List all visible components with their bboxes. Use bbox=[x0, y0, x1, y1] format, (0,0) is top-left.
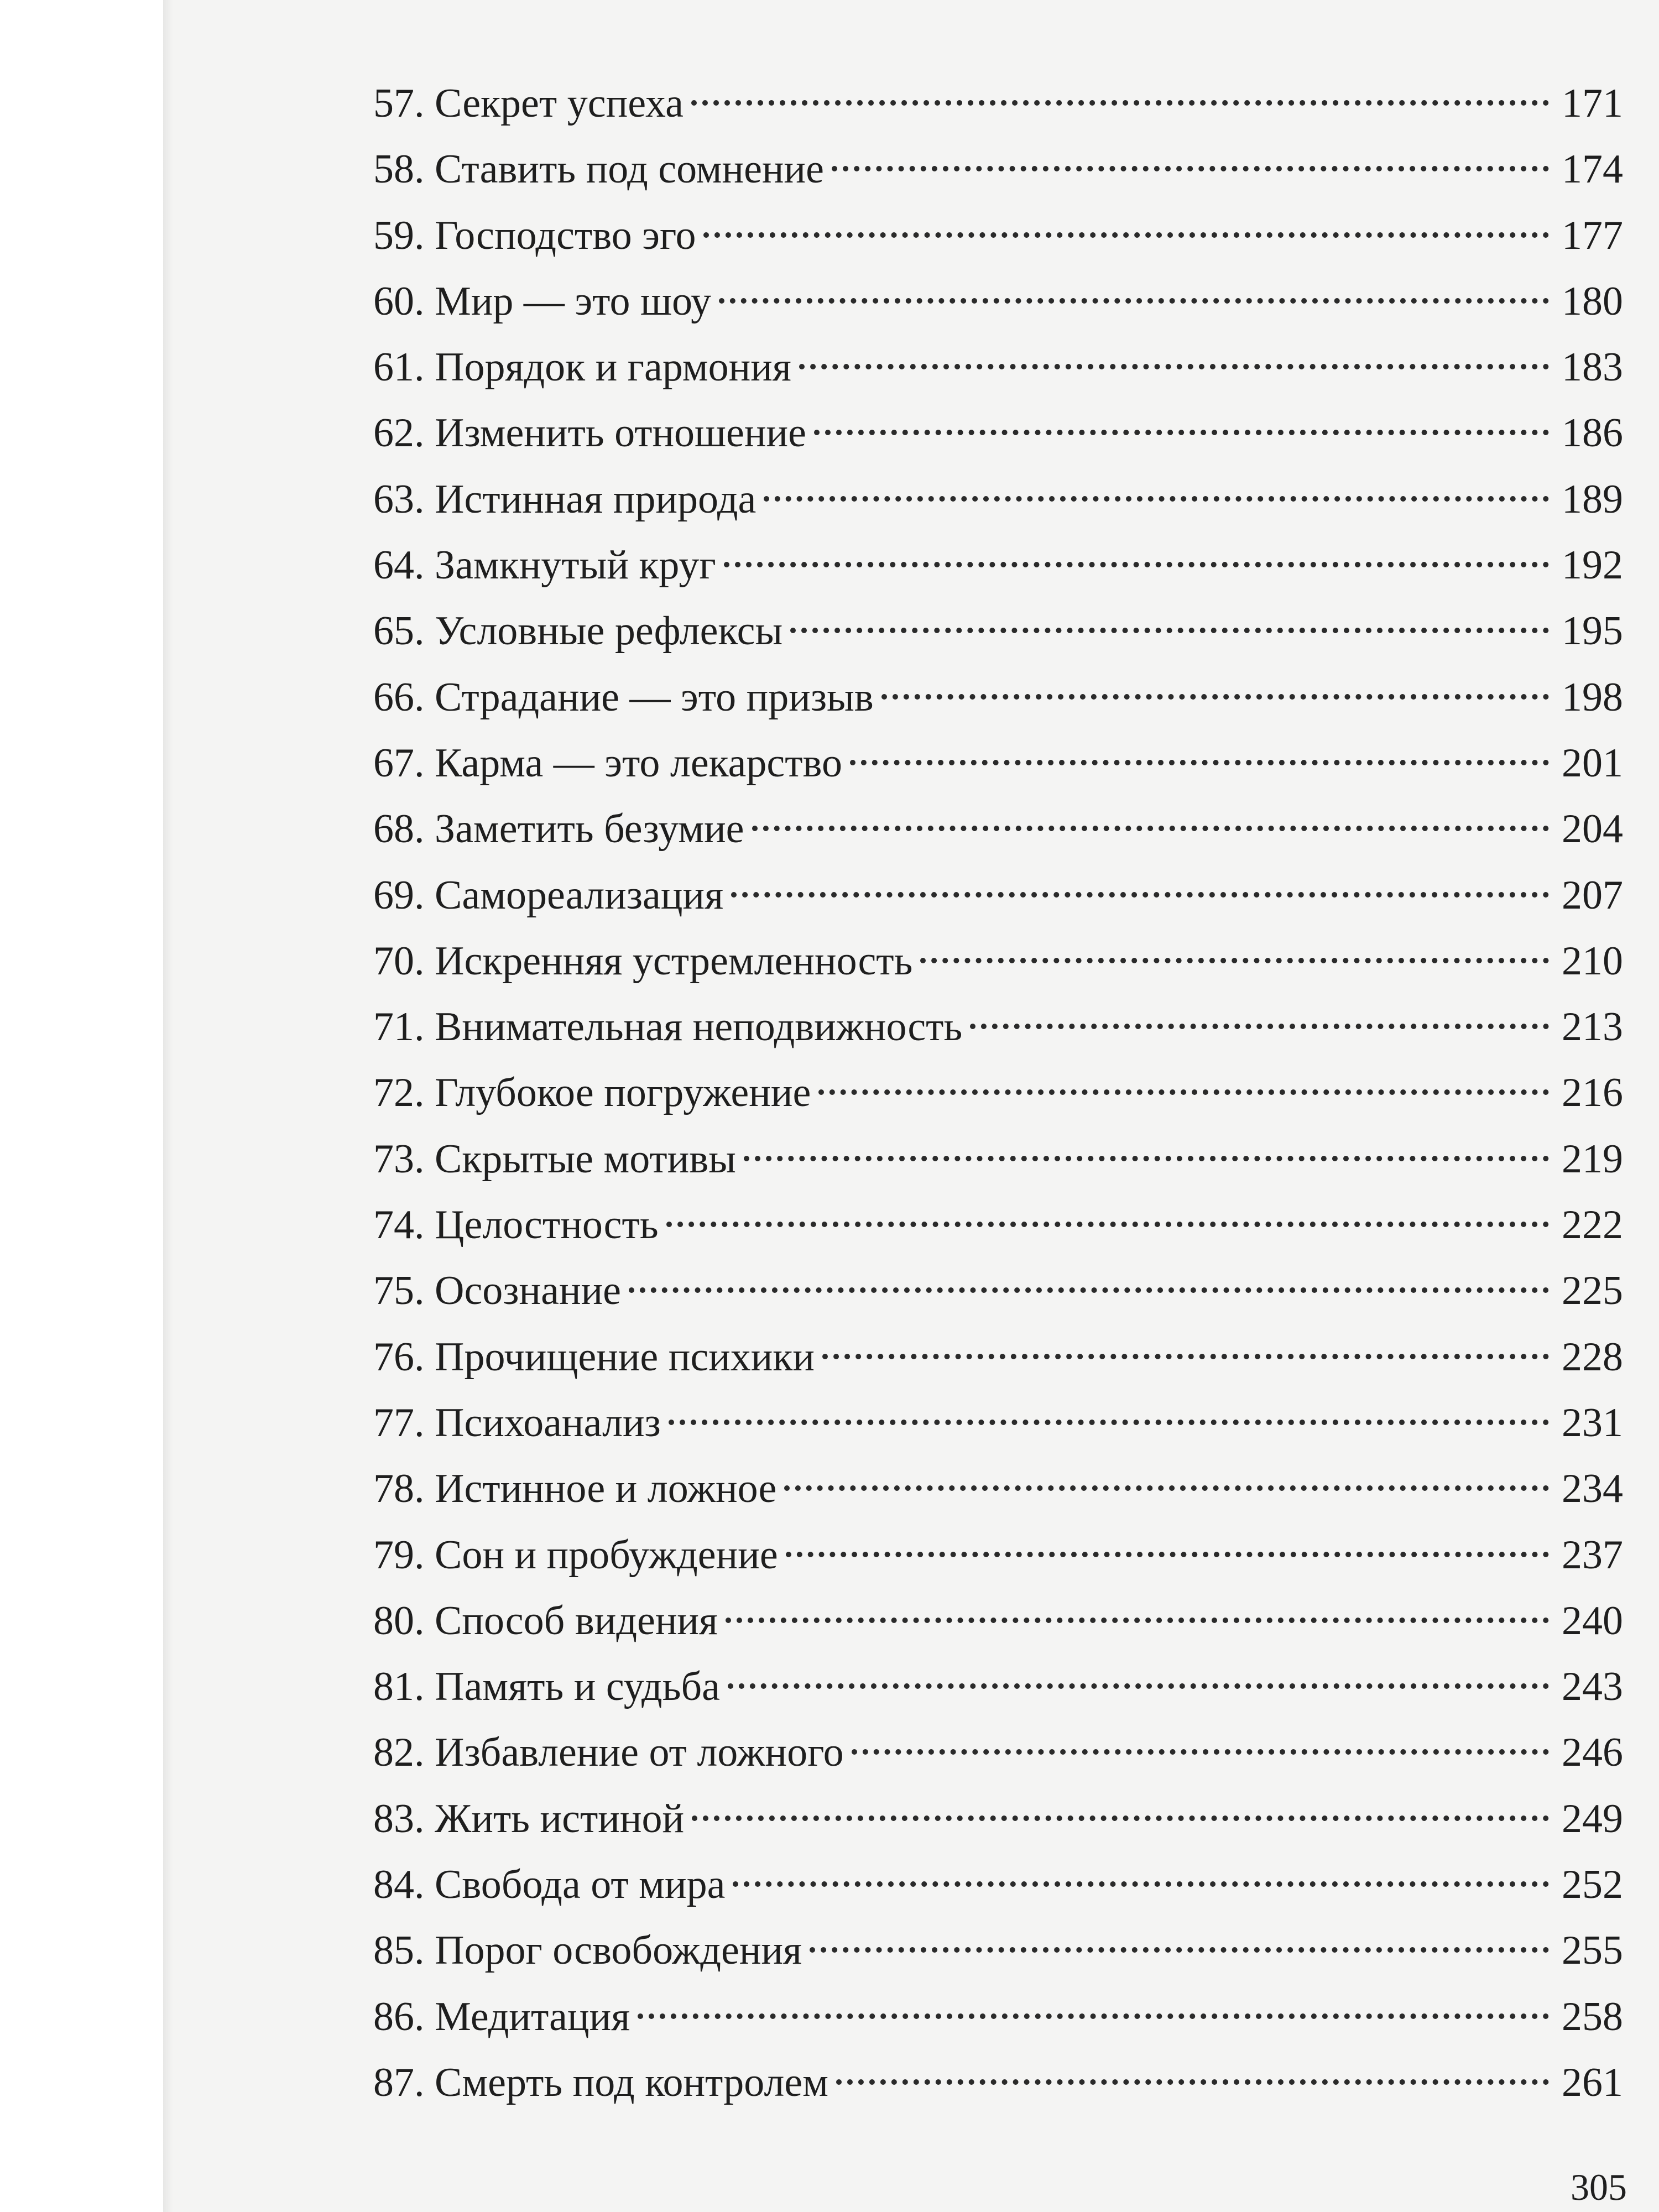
dot-leader bbox=[726, 1618, 1549, 1623]
toc-entry-title: 80. Способ видения bbox=[373, 1598, 718, 1644]
toc-entry bbox=[373, 928, 1623, 994]
toc-entry-page: 231 bbox=[1562, 1400, 1623, 1446]
dot-leader bbox=[784, 1485, 1549, 1491]
toc-entry-page: 243 bbox=[1562, 1664, 1623, 1710]
dot-leader bbox=[744, 1156, 1549, 1161]
toc-entry-page: 258 bbox=[1562, 1994, 1623, 2039]
toc-entry-title: 81. Память и судьба bbox=[373, 1664, 720, 1710]
toc-entry-title: 69. Самореализация bbox=[373, 872, 724, 918]
page-number: 305 bbox=[1571, 2166, 1627, 2208]
toc-entry-page: 219 bbox=[1562, 1136, 1623, 1182]
dot-leader bbox=[790, 628, 1549, 633]
dot-leader bbox=[752, 826, 1549, 831]
dot-leader bbox=[724, 562, 1549, 567]
toc-entry bbox=[373, 598, 1623, 664]
toc-entry-title: 68. Заметить безумие bbox=[373, 806, 744, 852]
toc-entry bbox=[373, 1720, 1623, 1786]
toc-entry-title: 85. Порог освобождения bbox=[373, 1928, 802, 1974]
dot-leader bbox=[719, 298, 1549, 304]
toc-entry-title: 67. Карма — это лекарство bbox=[373, 740, 842, 786]
toc-entry-title: 61. Порядок и гармония bbox=[373, 345, 791, 390]
toc-entry bbox=[373, 1126, 1623, 1192]
toc-entry bbox=[373, 1984, 1623, 2050]
dot-leader bbox=[786, 1552, 1549, 1557]
toc-entry-title: 76. Прочищение психики bbox=[373, 1334, 815, 1380]
toc-entry bbox=[373, 665, 1623, 731]
toc-entry bbox=[373, 71, 1623, 137]
toc-entry-title: 58. Ставить под сомнение bbox=[373, 147, 824, 192]
toc-entry-title: 62. Изменить отношение bbox=[373, 410, 806, 456]
toc-entry bbox=[373, 796, 1623, 862]
toc-entry-page: 195 bbox=[1562, 608, 1623, 654]
toc-entry-title: 64. Замкнутый круг bbox=[373, 542, 716, 588]
toc-entry-title: 63. Истинная природа bbox=[373, 476, 757, 522]
toc-entry-page: 228 bbox=[1562, 1334, 1623, 1380]
dot-leader bbox=[920, 958, 1549, 963]
book-page bbox=[163, 0, 1659, 2212]
toc-entry-title: 59. Господство эго bbox=[373, 212, 696, 258]
toc-entry bbox=[373, 467, 1623, 533]
toc-entry bbox=[373, 1456, 1623, 1522]
toc-entry-page: 201 bbox=[1562, 740, 1623, 786]
toc-entry bbox=[373, 137, 1623, 202]
dot-leader bbox=[850, 760, 1549, 765]
toc-entry bbox=[373, 1852, 1623, 1918]
toc-entry-page: 210 bbox=[1562, 938, 1623, 984]
toc-entry-title: 66. Страдание — это призыв bbox=[373, 674, 874, 720]
toc-entry bbox=[373, 1324, 1623, 1390]
toc-entry-page: 225 bbox=[1562, 1268, 1623, 1314]
toc-entry-page: 177 bbox=[1562, 212, 1623, 258]
toc-entry bbox=[373, 269, 1623, 335]
toc-entry bbox=[373, 1918, 1623, 1984]
dot-leader bbox=[852, 1749, 1549, 1755]
dot-leader bbox=[881, 694, 1549, 700]
dot-leader bbox=[822, 1354, 1549, 1359]
dot-leader bbox=[764, 496, 1549, 502]
toc-entry-page: 216 bbox=[1562, 1070, 1623, 1116]
toc-entry-title: 83. Жить истиной bbox=[373, 1796, 685, 1841]
toc-entry-title: 75. Осознание bbox=[373, 1268, 622, 1314]
toc-entry-page: 240 bbox=[1562, 1598, 1623, 1644]
toc-entry-title: 86. Медитация bbox=[373, 1994, 630, 2039]
toc-entry-page: 252 bbox=[1562, 1862, 1623, 1908]
dot-leader bbox=[733, 1881, 1549, 1887]
toc-entry-title: 65. Условные рефлексы bbox=[373, 608, 783, 654]
dot-leader bbox=[836, 2079, 1549, 2085]
dot-leader bbox=[703, 232, 1549, 238]
toc-entry-title: 87. Смерть под контролем bbox=[373, 2059, 828, 2105]
toc-entry bbox=[373, 1390, 1623, 1456]
toc-entry-title: 84. Свобода от мира bbox=[373, 1862, 726, 1908]
dot-leader bbox=[666, 1222, 1549, 1227]
toc-entry bbox=[373, 1522, 1623, 1588]
toc-entry-page: 204 bbox=[1562, 806, 1623, 852]
toc-entry-page: 234 bbox=[1562, 1466, 1623, 1512]
toc-entry bbox=[373, 1060, 1623, 1126]
dot-leader bbox=[814, 430, 1549, 435]
toc-entry-page: 261 bbox=[1562, 2059, 1623, 2105]
dot-leader bbox=[692, 1815, 1549, 1821]
toc-entry bbox=[373, 2050, 1623, 2116]
dot-leader bbox=[970, 1024, 1549, 1029]
dot-leader bbox=[799, 364, 1549, 369]
toc-entry-page: 192 bbox=[1562, 542, 1623, 588]
toc-entry-page: 171 bbox=[1562, 81, 1623, 126]
dot-leader bbox=[669, 1420, 1549, 1425]
toc-entry-title: 77. Психоанализ bbox=[373, 1400, 661, 1446]
dot-leader bbox=[638, 2013, 1549, 2019]
dot-leader bbox=[629, 1287, 1549, 1293]
toc-entry-page: 180 bbox=[1562, 278, 1623, 324]
toc-entry-page: 237 bbox=[1562, 1532, 1623, 1578]
toc-entry bbox=[373, 1192, 1623, 1258]
toc-entry-title: 74. Целостность bbox=[373, 1202, 659, 1248]
table-of-contents bbox=[373, 71, 1623, 2116]
dot-leader bbox=[810, 1947, 1549, 1953]
toc-entry bbox=[373, 1786, 1623, 1852]
toc-entry bbox=[373, 863, 1623, 928]
toc-entry bbox=[373, 533, 1623, 598]
dot-leader bbox=[818, 1089, 1549, 1095]
toc-entry-title: 79. Сон и пробуждение bbox=[373, 1532, 778, 1578]
dot-leader bbox=[832, 166, 1549, 171]
toc-entry-page: 222 bbox=[1562, 1202, 1623, 1248]
toc-entry-title: 60. Мир — это шоу bbox=[373, 278, 712, 324]
toc-entry-page: 189 bbox=[1562, 476, 1623, 522]
page-edge-shadow bbox=[163, 0, 173, 2212]
toc-entry-page: 246 bbox=[1562, 1730, 1623, 1776]
toc-entry bbox=[373, 335, 1623, 400]
toc-entry-page: 198 bbox=[1562, 674, 1623, 720]
toc-entry-page: 183 bbox=[1562, 345, 1623, 390]
toc-entry bbox=[373, 203, 1623, 269]
toc-entry bbox=[373, 994, 1623, 1060]
toc-entry bbox=[373, 400, 1623, 466]
dot-leader bbox=[731, 892, 1549, 898]
toc-entry-page: 207 bbox=[1562, 872, 1623, 918]
toc-entry-page: 186 bbox=[1562, 410, 1623, 456]
toc-entry-title: 70. Искренняя устремленность bbox=[373, 938, 913, 984]
toc-entry bbox=[373, 1258, 1623, 1324]
toc-entry-title: 78. Истинное и ложное bbox=[373, 1466, 777, 1512]
toc-entry-title: 72. Глубокое погружение bbox=[373, 1070, 811, 1116]
toc-entry-title: 71. Внимательная неподвижность bbox=[373, 1004, 963, 1050]
dot-leader bbox=[691, 100, 1549, 106]
toc-entry-page: 174 bbox=[1562, 147, 1623, 192]
toc-entry-page: 255 bbox=[1562, 1928, 1623, 1974]
toc-entry-page: 213 bbox=[1562, 1004, 1623, 1050]
toc-entry bbox=[373, 731, 1623, 796]
dot-leader bbox=[728, 1683, 1549, 1689]
toc-entry bbox=[373, 1654, 1623, 1720]
toc-entry-page: 249 bbox=[1562, 1796, 1623, 1841]
toc-entry-title: 82. Избавление от ложного bbox=[373, 1730, 844, 1776]
toc-entry-title: 73. Скрытые мотивы bbox=[373, 1136, 736, 1182]
toc-entry bbox=[373, 1588, 1623, 1654]
toc-entry-title: 57. Секрет успеха bbox=[373, 81, 684, 126]
